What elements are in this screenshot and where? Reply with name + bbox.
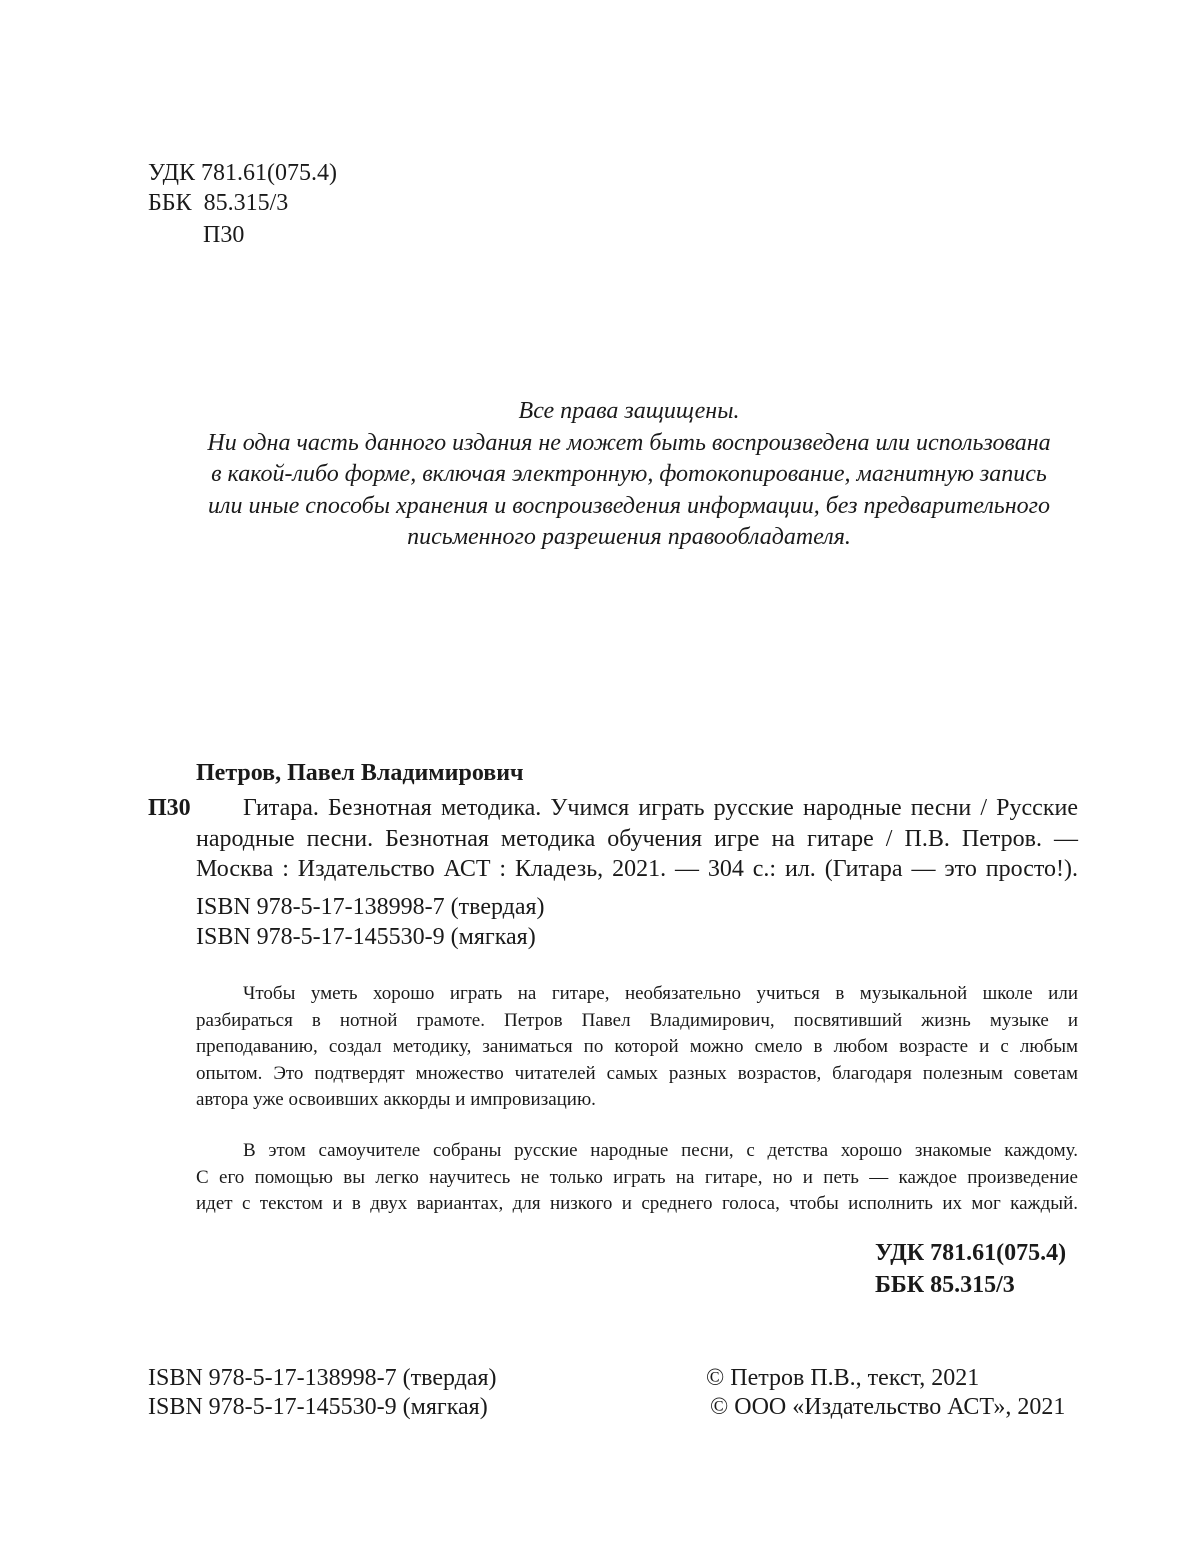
annotation-line: идет с текстом и в двух вариантах, для низкого и среднего голоса, чтобы исполнить их мог каждый. <box>196 1193 1078 1214</box>
isbn-hardcover: ISBN 978-5-17-138998-7 (твердая) <box>196 894 545 920</box>
annotation-line: В этом самоучителе собраны русские народные песни, с детства хорошо знакомые каждому. <box>243 1140 1078 1161</box>
annotation-line: разбираться в нотной грамоте. Петров Павел Владимирович, посвятивший жизнь музыке и <box>196 1009 1078 1031</box>
isbn-softcover: ISBN 978-5-17-145530-9 (мягкая) <box>196 924 536 950</box>
annotation-paragraph <box>196 981 1078 1114</box>
bbk-code-bottom: ББК 85.315/3 <box>875 1272 1015 1298</box>
annotation-line: преподаванию, создал методику, заниматься по которой можно смело в любом возрасте и с любым <box>196 1036 1078 1057</box>
rights-line: письменного разрешения правообладателя. <box>407 524 851 550</box>
copyright-publisher: © ООО «Издательство АСТ», 2021 <box>710 1394 1066 1420</box>
description-line: Москва : Издательство АСТ : Кладезь, 2021. — 304 с.: ил. (Гитара — это просто!). <box>196 856 1078 882</box>
bbk-code-top: ББК 85.315/3 <box>148 190 289 216</box>
rights-line: в какой-либо форме, включая электронную, фотокопирование, магнитную запись <box>211 461 1047 487</box>
annotation-line: автора уже освоивших аккорды и импровизацию. <box>196 1089 596 1110</box>
rights-line: Все права защищены. <box>518 398 740 424</box>
author-sign: П30 <box>148 795 191 821</box>
udk-code-top: УДК 781.61(075.4) <box>148 160 337 186</box>
bibliographic-description <box>196 793 1078 885</box>
annotation-line: С его помощью вы легко научитесь не только играть на гитаре, но и петь — каждое произведение <box>196 1166 1078 1188</box>
description-line: Гитара. Безнотная методика. Учимся играть русские народные песни / Русские <box>243 795 1078 821</box>
author-name: Петров, Павел Владимирович <box>196 760 524 786</box>
annotation-line: опытом. Это подтвердят множество читателей самых разных возрастов, благодаря полезным советам <box>196 1062 1078 1084</box>
udk-code-bottom: УДК 781.61(075.4) <box>875 1240 1067 1266</box>
description-line: народные песни. Безнотная методика обучения игре на гитаре / П.В. Петров. — <box>196 825 1078 852</box>
rights-notice <box>148 396 1110 554</box>
footer-isbn-softcover: ISBN 978-5-17-145530-9 (мягкая) <box>148 1394 488 1420</box>
author-sign-top: П30 <box>203 222 245 248</box>
rights-line: или иные способы хранения и воспроизведения информации, без предварительного <box>207 492 1050 519</box>
footer-isbn-hardcover: ISBN 978-5-17-138998-7 (твердая) <box>148 1365 497 1391</box>
annotation-line: Чтобы уметь хорошо играть на гитаре, необязательно учиться в музыкальной школе или <box>243 983 1078 1004</box>
annotation-paragraph <box>196 1138 1078 1218</box>
rights-line: Ни одна часть данного издания не может быть воспроизведена или использована <box>207 429 1051 456</box>
copyright-author: © Петров П.В., текст, 2021 <box>706 1365 980 1391</box>
